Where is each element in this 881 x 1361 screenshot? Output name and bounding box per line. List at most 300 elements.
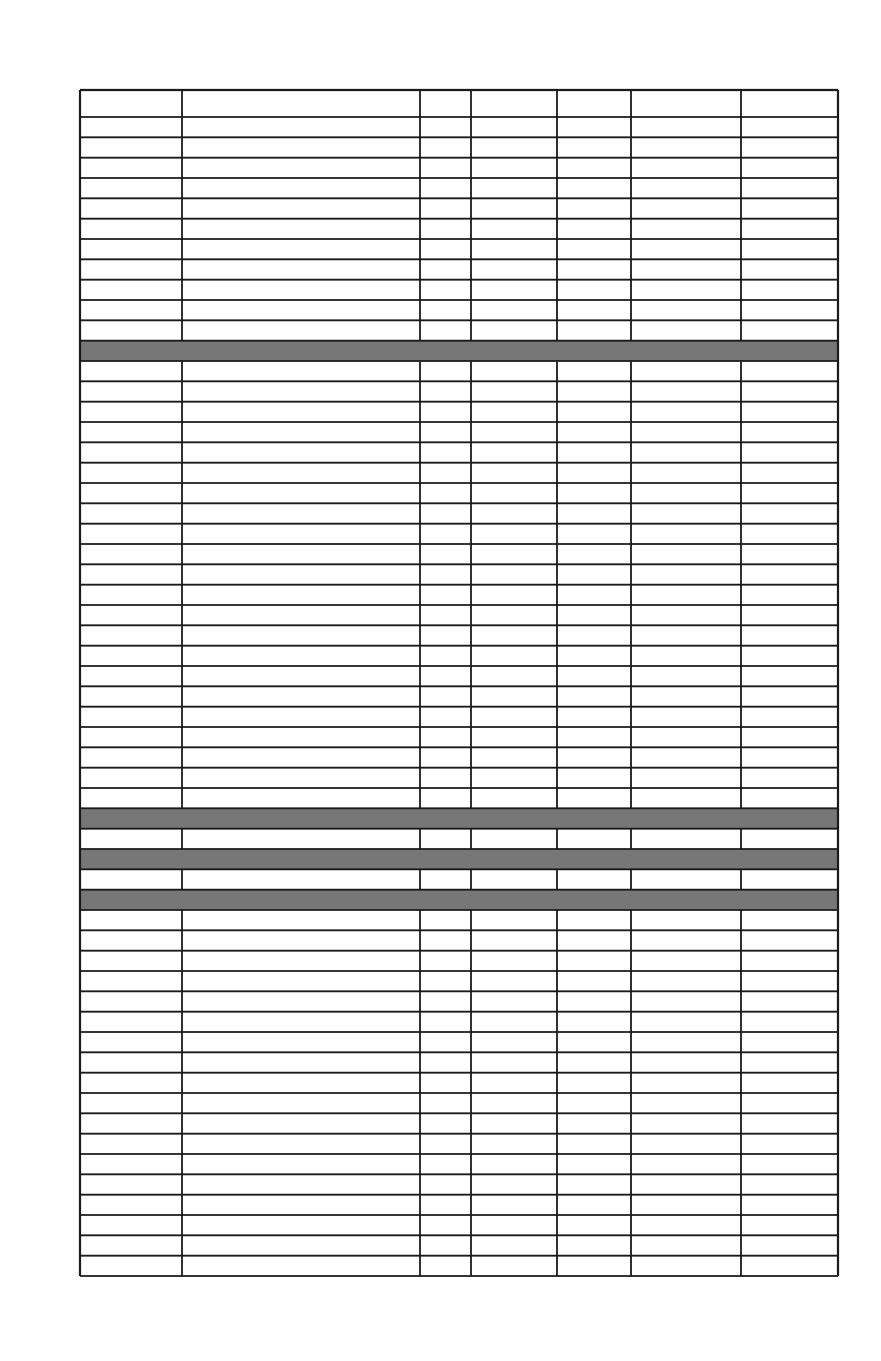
table-cell (182, 483, 420, 503)
table-cell (631, 259, 741, 279)
table-cell (420, 219, 471, 239)
table-cell (631, 646, 741, 666)
table-cell (420, 686, 471, 706)
section-band (80, 890, 838, 910)
table-cell (631, 585, 741, 605)
table-cell (420, 381, 471, 401)
table-cell (182, 564, 420, 584)
table-cell (471, 869, 557, 889)
table-cell (80, 1174, 182, 1194)
table-cell (80, 869, 182, 889)
table-cell (631, 951, 741, 971)
table-cell (80, 1113, 182, 1133)
table-cell (182, 1113, 420, 1133)
table-cell (741, 829, 838, 849)
table-cell (471, 137, 557, 157)
table-cell (557, 402, 631, 422)
table-cell (631, 747, 741, 767)
table-cell (182, 117, 420, 137)
table-cell (80, 666, 182, 686)
table-cell (741, 971, 838, 991)
table-cell (182, 300, 420, 320)
table-cell (471, 646, 557, 666)
table-cell (80, 1134, 182, 1154)
table-cell (741, 1012, 838, 1032)
table-cell (420, 1093, 471, 1113)
table-cell (557, 442, 631, 462)
table-cell (471, 381, 557, 401)
table-cell (420, 666, 471, 686)
table-cell (182, 788, 420, 808)
table-cell (741, 219, 838, 239)
table-cell (182, 1012, 420, 1032)
table-cell (182, 768, 420, 788)
table-cell (420, 991, 471, 1011)
table-cell (471, 422, 557, 442)
table-cell (741, 646, 838, 666)
table-cell (631, 300, 741, 320)
table-cell (741, 666, 838, 686)
table-cell (631, 991, 741, 1011)
table-cell (631, 483, 741, 503)
table-cell (80, 747, 182, 767)
table-cell (182, 178, 420, 198)
table-cell (182, 1174, 420, 1194)
table-cell (741, 524, 838, 544)
table-cell (420, 1073, 471, 1093)
table-cell (420, 300, 471, 320)
section-band (80, 808, 838, 828)
table-cell (420, 158, 471, 178)
table-cell (557, 910, 631, 930)
table-cell (420, 1256, 471, 1276)
table-cell (557, 1215, 631, 1235)
table-cell (471, 605, 557, 625)
table-cell (471, 666, 557, 686)
table-cell (420, 788, 471, 808)
table-cell (631, 1235, 741, 1255)
table-cell (631, 727, 741, 747)
table-cell (80, 259, 182, 279)
table-cell (80, 219, 182, 239)
table-cell (741, 1195, 838, 1215)
table-cell (741, 137, 838, 157)
header-cell (471, 90, 557, 117)
table-cell (557, 666, 631, 686)
table-cell (471, 198, 557, 218)
table-cell (471, 280, 557, 300)
table-cell (420, 1134, 471, 1154)
table-cell (741, 422, 838, 442)
table-cell (471, 483, 557, 503)
table-cell (631, 1134, 741, 1154)
table-cell (741, 788, 838, 808)
table-cell (420, 1154, 471, 1174)
section-band (80, 849, 838, 869)
table-cell (631, 1012, 741, 1032)
table-cell (80, 1235, 182, 1255)
table-cell (420, 707, 471, 727)
table-cell (741, 178, 838, 198)
table-cell (80, 1052, 182, 1072)
table-cell (471, 971, 557, 991)
table-cell (471, 910, 557, 930)
table-cell (420, 463, 471, 483)
table-cell (557, 991, 631, 1011)
table-cell (182, 259, 420, 279)
table-cell (80, 910, 182, 930)
section-band (80, 341, 838, 361)
table-cell (741, 1154, 838, 1174)
table-cell (557, 219, 631, 239)
table-cell (741, 320, 838, 340)
table-cell (557, 320, 631, 340)
table-cell (631, 422, 741, 442)
table-cell (182, 1154, 420, 1174)
table-cell (182, 1215, 420, 1235)
table-cell (557, 544, 631, 564)
table-cell (471, 585, 557, 605)
table-cell (420, 137, 471, 157)
table-cell (741, 727, 838, 747)
table-cell (741, 768, 838, 788)
table-cell (80, 686, 182, 706)
table-cell (557, 869, 631, 889)
table-cell (557, 930, 631, 950)
table-cell (80, 503, 182, 523)
table-cell (80, 280, 182, 300)
table-cell (741, 402, 838, 422)
table-cell (80, 422, 182, 442)
table-cell (557, 625, 631, 645)
table-cell (420, 544, 471, 564)
table-cell (631, 707, 741, 727)
table-cell (557, 768, 631, 788)
table-cell (182, 422, 420, 442)
table-cell (631, 686, 741, 706)
table-cell (557, 503, 631, 523)
table-cell (182, 158, 420, 178)
table-cell (741, 1052, 838, 1072)
table-cell (471, 442, 557, 462)
table-cell (182, 1093, 420, 1113)
table-cell (182, 219, 420, 239)
table-cell (80, 239, 182, 259)
table-cell (557, 463, 631, 483)
table-cell (80, 1073, 182, 1093)
table-cell (557, 646, 631, 666)
table-cell (471, 239, 557, 259)
table-cell (420, 361, 471, 381)
table-cell (741, 1113, 838, 1133)
table-cell (182, 666, 420, 686)
table-cell (182, 1032, 420, 1052)
table-cell (80, 1093, 182, 1113)
table-cell (741, 117, 838, 137)
table-cell (557, 1174, 631, 1194)
table-cell (182, 829, 420, 849)
table-cell (471, 178, 557, 198)
table-cell (631, 361, 741, 381)
table-cell (557, 1052, 631, 1072)
table-cell (471, 300, 557, 320)
header-cell (80, 90, 182, 117)
header-cell (557, 90, 631, 117)
table-cell (80, 1012, 182, 1032)
table-cell (471, 1134, 557, 1154)
table-cell (471, 930, 557, 950)
table-cell (631, 930, 741, 950)
table-cell (471, 1032, 557, 1052)
table-cell (557, 422, 631, 442)
table-cell (182, 280, 420, 300)
table-cell (631, 1195, 741, 1215)
table-cell (631, 544, 741, 564)
table-cell (631, 137, 741, 157)
table-cell (80, 402, 182, 422)
table-cell (557, 1093, 631, 1113)
table-cell (741, 1093, 838, 1113)
table-cell (741, 1215, 838, 1235)
table-cell (420, 1052, 471, 1072)
table-cell (471, 1195, 557, 1215)
table-cell (80, 1032, 182, 1052)
table-cell (80, 483, 182, 503)
table-cell (557, 829, 631, 849)
table-cell (631, 158, 741, 178)
table-cell (631, 564, 741, 584)
table-cell (80, 320, 182, 340)
table-cell (741, 930, 838, 950)
table-cell (557, 1195, 631, 1215)
table-cell (631, 1032, 741, 1052)
table-cell (420, 117, 471, 137)
table-cell (557, 951, 631, 971)
table-cell (741, 1032, 838, 1052)
table-cell (420, 869, 471, 889)
table-cell (420, 625, 471, 645)
table-cell (420, 951, 471, 971)
table-cell (557, 707, 631, 727)
table-cell (182, 707, 420, 727)
table-cell (80, 524, 182, 544)
table-cell (80, 768, 182, 788)
table-cell (420, 320, 471, 340)
table-cell (420, 910, 471, 930)
table-cell (631, 1174, 741, 1194)
table-cell (741, 544, 838, 564)
table-cell (741, 585, 838, 605)
table-cell (80, 971, 182, 991)
table-cell (420, 1032, 471, 1052)
table-cell (557, 727, 631, 747)
table-cell (631, 829, 741, 849)
table-cell (420, 422, 471, 442)
table-cell (557, 564, 631, 584)
table-cell (80, 137, 182, 157)
table-cell (741, 869, 838, 889)
table-cell (471, 1012, 557, 1032)
table-cell (631, 503, 741, 523)
table-cell (741, 442, 838, 462)
table-cell (420, 747, 471, 767)
table-cell (420, 768, 471, 788)
table-cell (420, 259, 471, 279)
table-cell (420, 280, 471, 300)
table-cell (471, 747, 557, 767)
table-cell (741, 280, 838, 300)
table-cell (557, 585, 631, 605)
table-cell (631, 239, 741, 259)
table-cell (557, 1012, 631, 1032)
table-cell (741, 707, 838, 727)
table-cell (631, 280, 741, 300)
table-cell (741, 1134, 838, 1154)
table-cell (471, 320, 557, 340)
table-cell (741, 991, 838, 1011)
table-cell (631, 1215, 741, 1235)
table-cell (631, 117, 741, 137)
table-cell (557, 971, 631, 991)
table-cell (471, 1073, 557, 1093)
table-cell (631, 402, 741, 422)
table-cell (80, 1215, 182, 1235)
table-cell (182, 1052, 420, 1072)
table-cell (182, 930, 420, 950)
table-cell (182, 239, 420, 259)
table-cell (420, 971, 471, 991)
table-cell (182, 503, 420, 523)
table-cell (741, 239, 838, 259)
table-cell (80, 198, 182, 218)
table-cell (471, 259, 557, 279)
table-cell (420, 402, 471, 422)
table-cell (741, 1235, 838, 1255)
table-cell (471, 625, 557, 645)
table-cell (741, 605, 838, 625)
table-cell (182, 605, 420, 625)
table-cell (182, 137, 420, 157)
table-cell (182, 1073, 420, 1093)
table-cell (471, 1215, 557, 1235)
table-cell (80, 117, 182, 137)
table-cell (182, 951, 420, 971)
table-cell (631, 1154, 741, 1174)
table-cell (741, 1174, 838, 1194)
table-cell (182, 1195, 420, 1215)
table-cell (182, 910, 420, 930)
table-cell (182, 1256, 420, 1276)
table-cell (80, 727, 182, 747)
table-cell (80, 930, 182, 950)
table-cell (557, 788, 631, 808)
table-cell (741, 686, 838, 706)
table-cell (471, 1174, 557, 1194)
table-cell (471, 951, 557, 971)
table-cell (182, 747, 420, 767)
table-cell (741, 483, 838, 503)
table-cell (182, 1235, 420, 1255)
table-cell (80, 361, 182, 381)
table-cell (557, 605, 631, 625)
table-cell (471, 564, 557, 584)
table-cell (182, 463, 420, 483)
table-cell (471, 1052, 557, 1072)
table-cell (471, 1154, 557, 1174)
table-cell (80, 585, 182, 605)
table-cell (631, 869, 741, 889)
table-cell (182, 625, 420, 645)
table-cell (182, 544, 420, 564)
table-cell (471, 524, 557, 544)
table-cell (182, 991, 420, 1011)
table-cell (80, 158, 182, 178)
table-cell (741, 951, 838, 971)
table-cell (631, 442, 741, 462)
table-cell (557, 1073, 631, 1093)
table-cell (741, 910, 838, 930)
table-cell (631, 381, 741, 401)
table-cell (557, 1154, 631, 1174)
table-cell (471, 544, 557, 564)
table-cell (741, 1073, 838, 1093)
table-cell (631, 971, 741, 991)
table-cell (471, 686, 557, 706)
table-cell (80, 300, 182, 320)
table-cell (557, 1032, 631, 1052)
table-cell (741, 300, 838, 320)
table-cell (471, 463, 557, 483)
table-cell (631, 666, 741, 686)
header-cell (420, 90, 471, 117)
table-cell (557, 158, 631, 178)
table-cell (420, 646, 471, 666)
table-cell (471, 1113, 557, 1133)
table-cell (741, 503, 838, 523)
header-cell (182, 90, 420, 117)
table-cell (557, 1235, 631, 1255)
table-cell (741, 381, 838, 401)
table-cell (741, 158, 838, 178)
table-cell (631, 219, 741, 239)
table-cell (80, 178, 182, 198)
table-cell (420, 585, 471, 605)
table-cell (182, 646, 420, 666)
table-cell (631, 625, 741, 645)
table-cell (80, 788, 182, 808)
table-cell (471, 829, 557, 849)
table-cell (182, 198, 420, 218)
table-cell (420, 483, 471, 503)
table-cell (557, 137, 631, 157)
table-cell (80, 951, 182, 971)
table-cell (420, 442, 471, 462)
table-cell (471, 768, 557, 788)
table-cell (420, 564, 471, 584)
table-cell (182, 402, 420, 422)
table-cell (741, 463, 838, 483)
table-cell (471, 1093, 557, 1113)
table-cell (420, 503, 471, 523)
table-cell (557, 361, 631, 381)
table-cell (631, 1113, 741, 1133)
table-cell (420, 1235, 471, 1255)
table-cell (631, 788, 741, 808)
table-cell (741, 259, 838, 279)
table-cell (557, 280, 631, 300)
table-cell (631, 1073, 741, 1093)
table-cell (182, 1134, 420, 1154)
